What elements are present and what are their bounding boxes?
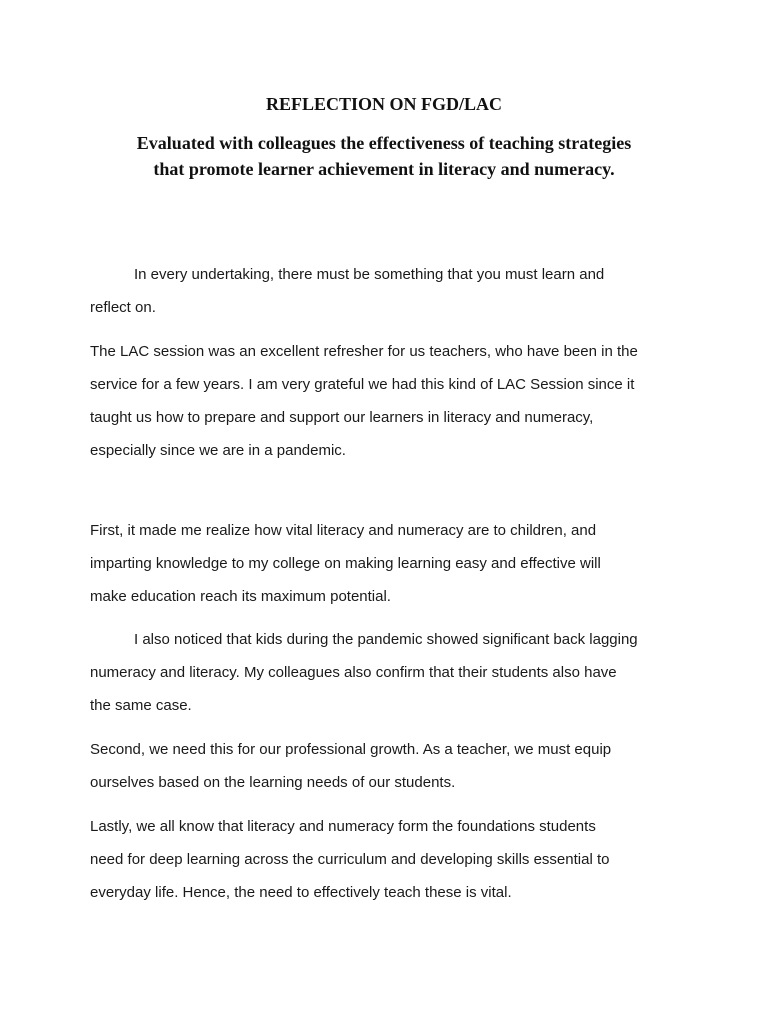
paragraph-line: I also noticed that kids during the pandemic showed significant back lagging — [134, 631, 638, 648]
paragraph-line: Second, we need this for our professional growth. As a teacher, we must equip — [90, 741, 612, 758]
paragraph-line: ourselves based on the learning needs of our students. — [90, 774, 456, 791]
document-title: REFLECTION ON FGD/LAC — [265, 94, 503, 114]
paragraph-line: everyday life. Hence, the need to effectively teach these is vital. — [90, 884, 512, 901]
paragraph-line: need for deep learning across the curriculum and developing skills essential to — [90, 851, 610, 868]
paragraph-line: Lastly, we all know that literacy and numeracy form the foundations students — [90, 818, 596, 835]
document-subtitle — [80, 130, 688, 182]
paragraph-line: First, it made me realize how vital literacy and numeracy are to children, and — [90, 522, 597, 539]
paragraph-line: taught us how to prepare and support our learners in literacy and numeracy, — [90, 409, 594, 426]
paragraph-line: The LAC session was an excellent refresher for us teachers, who have been in the — [90, 343, 638, 360]
paragraph-line: imparting knowledge to my college on making learning easy and effective will — [90, 555, 601, 572]
paragraph-line: In every undertaking, there must be something that you must learn and — [134, 266, 605, 283]
paragraph-line: make education reach its maximum potential. — [90, 588, 391, 605]
paragraph-line: service for a few years. I am very grateful we had this kind of LAC Session since it — [90, 376, 635, 393]
subtitle-line: Evaluated with colleagues the effectiveness of teaching strategies — [136, 133, 632, 153]
paragraph-line: especially since we are in a pandemic. — [90, 442, 346, 459]
paragraph-line: reflect on. — [90, 299, 156, 316]
subtitle-line: that promote learner achievement in literacy and numeracy. — [153, 159, 615, 179]
paragraph-line: numeracy and literacy. My colleagues also confirm that their students also have — [90, 664, 617, 681]
paragraph-line: the same case. — [90, 697, 192, 714]
